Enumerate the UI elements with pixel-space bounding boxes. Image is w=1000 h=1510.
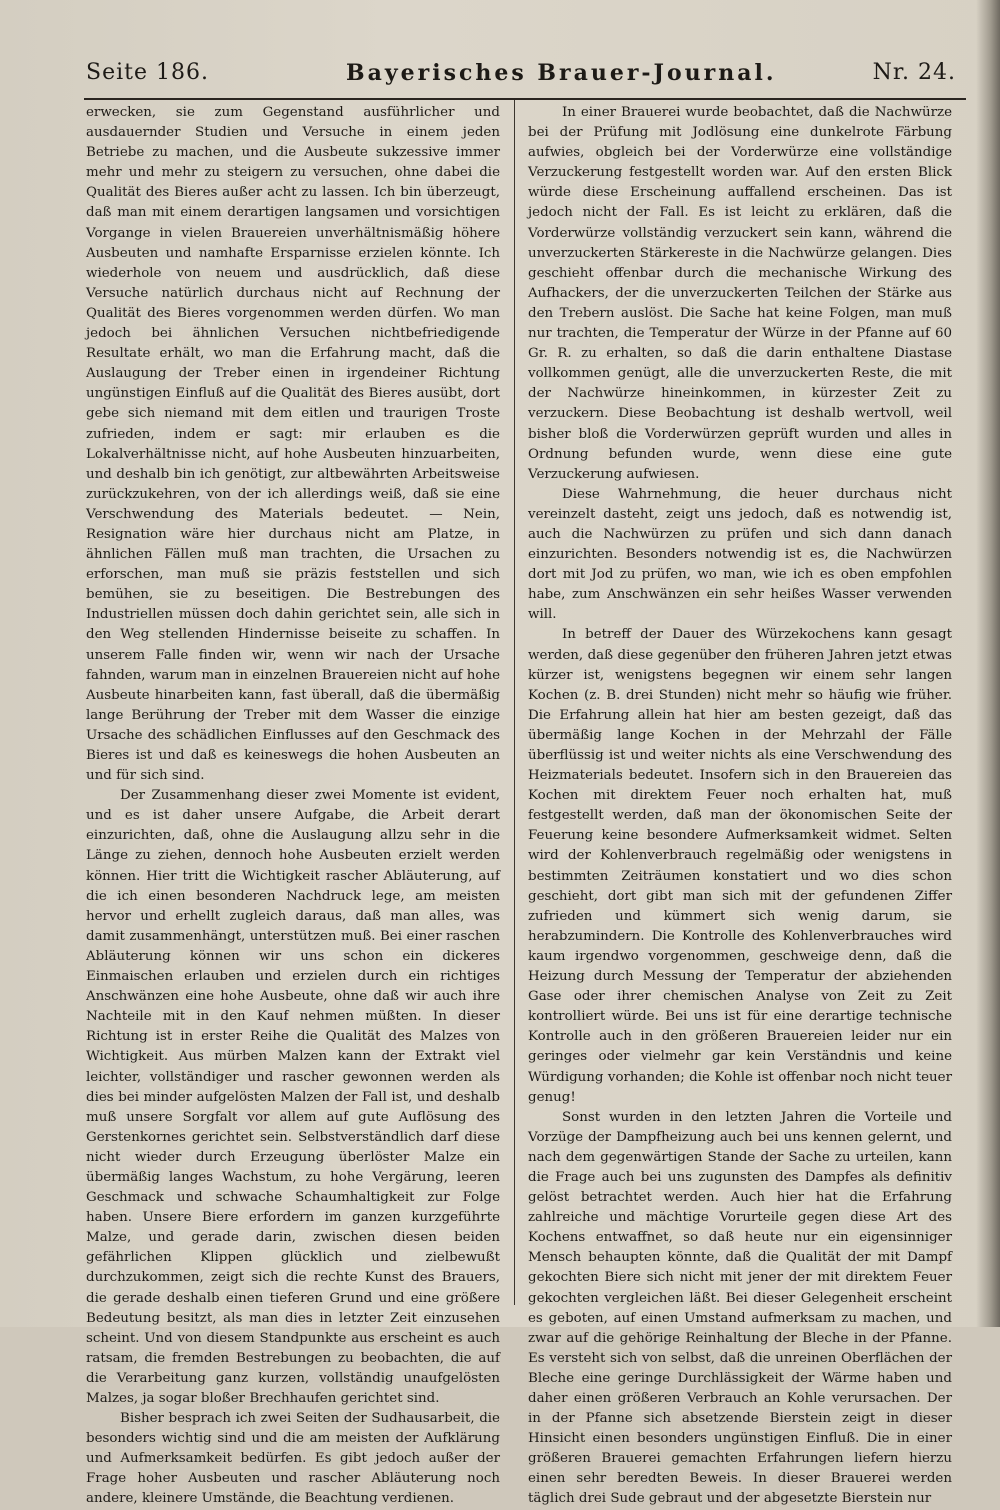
paragraph: Der Zusammenhang dieser zwei Momente ist evident, und es ist daher unsere Aufgabe, die Arbeit derart einzurichten, daß, ohne die Auslaugung allzu sehr in die Länge zu ziehen, dennoch hohe Ausbeuten erzielt werden können. Hier tritt die Wichtigkeit rascher Abläuterung, auf die ich einen besonderen Nachdruck lege, am meisten hervor und erhellt zugleich daraus, daß man alles, was damit zusammenhängt, unterstützen muß. Bei einer raschen Abläuterung können wir uns schon ein dickeres Einmaischen erlauben und erzielen durch ein richtiges Anschwänzen eine hohe Ausbeute, ohne daß wir auch ihre Nachteile mit in den Kauf nehmen müßten. In dieser Richtung ist in erster Reihe die Qualität des Malzes von Wichtigkeit. Aus mürben Malzen kann der Extrakt viel leichter, vollständiger und rascher gewonnen werden als dies bei minder aufgelösten Malzen der Fall ist, und deshalb muß unsere Sorgfalt vor allem auf gute Auflösung des Gerstenkornes gerichtet sein. Selbstverständlich darf diese nicht wieder durch Erzeugung überlöster Malze ein übermäßig langes Wachstum, zu hohe Vergärung, leeren Geschmack und schwache Schaumhaltigkeit zur Folge haben. Unsere Biere erfordern im ganzen kurzgeführte Malze, und gerade darin, zwischen diesen beiden gefährlichen Klippen glücklich und zielbewußt durchzukommen, zeigt sich die rechte Kunst des Brauers, die gerade deshalb einen tieferen Grund und eine größere Bedeutung besitzt, als man dies in letzter Zeit einzusehen scheint. Und von diesem Standpunkte aus erscheint es auch ratsam, die fremden Bestrebungen zu beobachten, die auf die Verarbeitung ganz kurzen, vollständig unaufgelösten Malzes, ja sogar bloßer Brechhaufen gerichtet sind. <box>86 788 500 1406</box>
page-number: Seite 186. <box>86 60 209 85</box>
paragraph: Sonst wurden in den letzten Jahren die Vorteile und Vorzüge der Dampfheizung auch bei uns kennen gelernt, und nach dem gegenwärtigen Stande der Sache zu urteilen, kann die Frage auch bei uns zugunsten des Dampfes als definitiv gelöst betrachtet werden. Auch hier hat die Erfahrung zahlreiche und mächtige Vorurteile gegen diese Art des Kochens entwaffnet, so daß heute nur ein eigensinniger Mensch behaupten könnte, daß die Qualität der mit Dampf gekochten Biere sich nicht mit jener der mit direktem Feuer gekochten vergleichen läßt. Bei dieser Gelegenheit erscheint es geboten, auf einen Umstand aufmerksam zu machen, und zwar auf die gehörige Reinhaltung der Bleche in der Pfanne. Es versteht sich von selbst, daß die unreinen Oberflächen der Bleche eine geringe Durchlässigkeit der Wärme haben und daher einen größeren Verbrauch an Kohle verursachen. Der in der Pfanne sich absetzende Bierstein zeigt in dieser Hinsicht einen besonders ungünstigen Einfluß. Die in einer größeren Brauerei gemachten Erfahrungen liefern hierzu einen sehr beredten Beweis. In dieser Brauerei werden täglich drei Sude gebraut und der abgesetzte Bierstein nur <box>528 1109 952 1507</box>
issue-number: Nr. 24. <box>872 60 956 85</box>
left-column <box>86 103 500 1507</box>
page-header <box>86 60 966 100</box>
header-divider <box>84 98 966 100</box>
paragraph: In einer Brauerei wurde beobachtet, daß die Nachwürze bei der Prüfung mit Jodlösung eine dunkelrote Färbung aufwies, obgleich bei der Vorderwürze eine vollständige Verzuckerung festgestellt worden war. Auf den ersten Blick würde diese Erscheinung auffallend erscheinen. Das ist jedoch nicht der Fall. Es ist leicht zu erklären, daß die Vorderwürze vollständig verzuckert sein kann, während die unverzuckerten Stärkereste in die Nachwürze gelangen. Dies geschieht offenbar durch die mechanische Wirkung des Aufhackers, der die unverzuckerten Teilchen der Stärke aus den Trebern auslöst. Die Sache hat keine Folgen, man muß nur trachten, die Temperatur der Würze in der Pfanne auf 60 Gr. R. zu erhalten, so daß die darin enthaltene Diastase vollkommen genügt, alle die unverzuckerten Reste, die mit der Nachwürze hineinkommen, in kürzester Zeit zu verzuckern. Diese Beobachtung ist deshalb wertvoll, weil bisher bloß die Vorderwürzen geprüft wurden und alles in Ordnung befunden wurde, wenn diese eine gute Verzuckerung aufwiesen. <box>528 105 952 482</box>
paragraph: Bisher besprach ich zwei Seiten der Sudhausarbeit, die besonders wichtig sind und die am meisten der Aufklärung und Aufmerksamkeit bedürfen. Es gibt jedoch außer der Frage hoher Ausbeuten und rascher Abläuterung noch andere, kleinere Umstände, die Beachtung verdienen. <box>86 1411 500 1507</box>
paragraph: In betreff der Dauer des Würzekochens kann gesagt werden, daß diese gegenüber den früheren Jahren jetzt etwas kürzer ist, wenigstens begegnen wir einem sehr langen Kochen (z. B. drei Stunden) nicht mehr so häufig wie früher. Die Erfahrung allein hat hier am besten gezeigt, daß das übermäßig lange Kochen in der Mehrzahl der Fälle überflüssig ist und weiter nichts als eine Verschwendung des Heizmaterials bedeutet. Insofern sich in den Brauereien das Kochen mit direktem Feuer noch erhalten hat, muß festgestellt werden, daß man der ökonomischen Seite der Feuerung keine besondere Aufmerksamkeit widmet. Selten wird der Kohlenverbrauch regelmäßig oder wenigstens in bestimmten Zeiträumen konstatiert und wo dies schon geschieht, dort gibt man sich mit der gefundenen Ziffer zufrieden und kümmert sich wenig darum, sie herabzumindern. Die Kontrolle des Kohlenverbrauches wird kaum irgendwo vorgenommen, geschweige denn, daß die Heizung durch Messung der Temperatur der abziehenden Gase oder ihrer chemischen Analyse von Zeit zu Zeit kontrolliert würde. Bei uns ist für eine derartige technische Kontrolle auch in den größeren Brauereien leider nur ein geringes oder vielmehr gar kein Verständnis und keine Würdigung vorhanden; die Kohle ist offenbar noch nicht teuer genug! <box>528 627 952 1105</box>
column-divider <box>514 100 515 1305</box>
paragraph: erwecken, sie zum Gegenstand ausführlicher und ausdauernder Studien und Versuche in einem jeden Betriebe zu machen, und die Ausbeute sukzessive immer mehr und mehr zu steigern zu versuchen, ohne dabei die Qualität des Bieres außer acht zu lassen. Ich bin überzeugt, daß man mit einem derartigen langsamen und vorsichtigen Vorgange in vielen Brauereien unverhältnismäßig höhere Ausbeuten und namhafte Ersparnisse erzielen könnte. Ich wiederhole von neuem und ausdrücklich, daß diese Versuche natürlich durchaus nicht auf Rechnung der Qualität des Bieres vorgenommen werden dürfen. Wo man jedoch bei ähnlichen Versuchen nichtbefriedigende Resultate erhält, wo man die Erfahrung macht, daß die Auslaugung der Treber einen in irgendeiner Richtung ungünstigen Einfluß auf die Qualität des Bieres ausübt, dort gebe sich niemand mit dem eitlen und traurigen Troste zufrieden, indem er sagt: mir erlauben es die Lokalverhältnisse nicht, auf hohe Ausbeuten hinzuarbeiten, und deshalb bin ich genötigt, zur altbewährten Arbeitsweise zurückzukehren, von der ich allerdings weiß, daß sie eine Verschwendung des Materials bedeutet. — Nein, Resignation wäre hier durchaus nicht am Platze, in ähnlichen Fällen muß man trachten, die Ursachen zu erforschen, man muß sie präzis feststellen und sich bemühen, sie zu beseitigen. Die Bestrebungen des Industriellen müssen doch dahin gerichtet sein, alle sich in den Weg stellenden Hindernisse beiseite zu schaffen. In unserem Falle finden wir, wenn wir nach der Ursache fahnden, warum man in einzelnen Brauereien nicht auf hohe Ausbeute hinarbeiten kann, fast überall, daß die übermäßig lange Berührung der Treber mit dem Wasser die einzige Ursache des schädlichen Einflusses auf den Geschmack des Bieres ist und daß es keineswegs die hohen Ausbeuten an und für sich sind. <box>86 105 500 784</box>
right-column <box>528 103 952 1507</box>
journal-title: Bayerisches Brauer-Journal. <box>346 60 777 86</box>
page-edge-shadow <box>976 0 1000 1327</box>
paragraph: Diese Wahrnehmung, die heuer durchaus nicht vereinzelt dasteht, zeigt uns jedoch, daß es notwendig ist, auch die Nachwürzen zu prüfen und sich dann danach einzurichten. Besonders notwendig ist es, die Nachwürzen dort mit Jod zu prüfen, wo man, wie ich es oben empfohlen habe, zum Anschwänzen ein sehr heißes Wasser verwenden will. <box>528 486 952 623</box>
